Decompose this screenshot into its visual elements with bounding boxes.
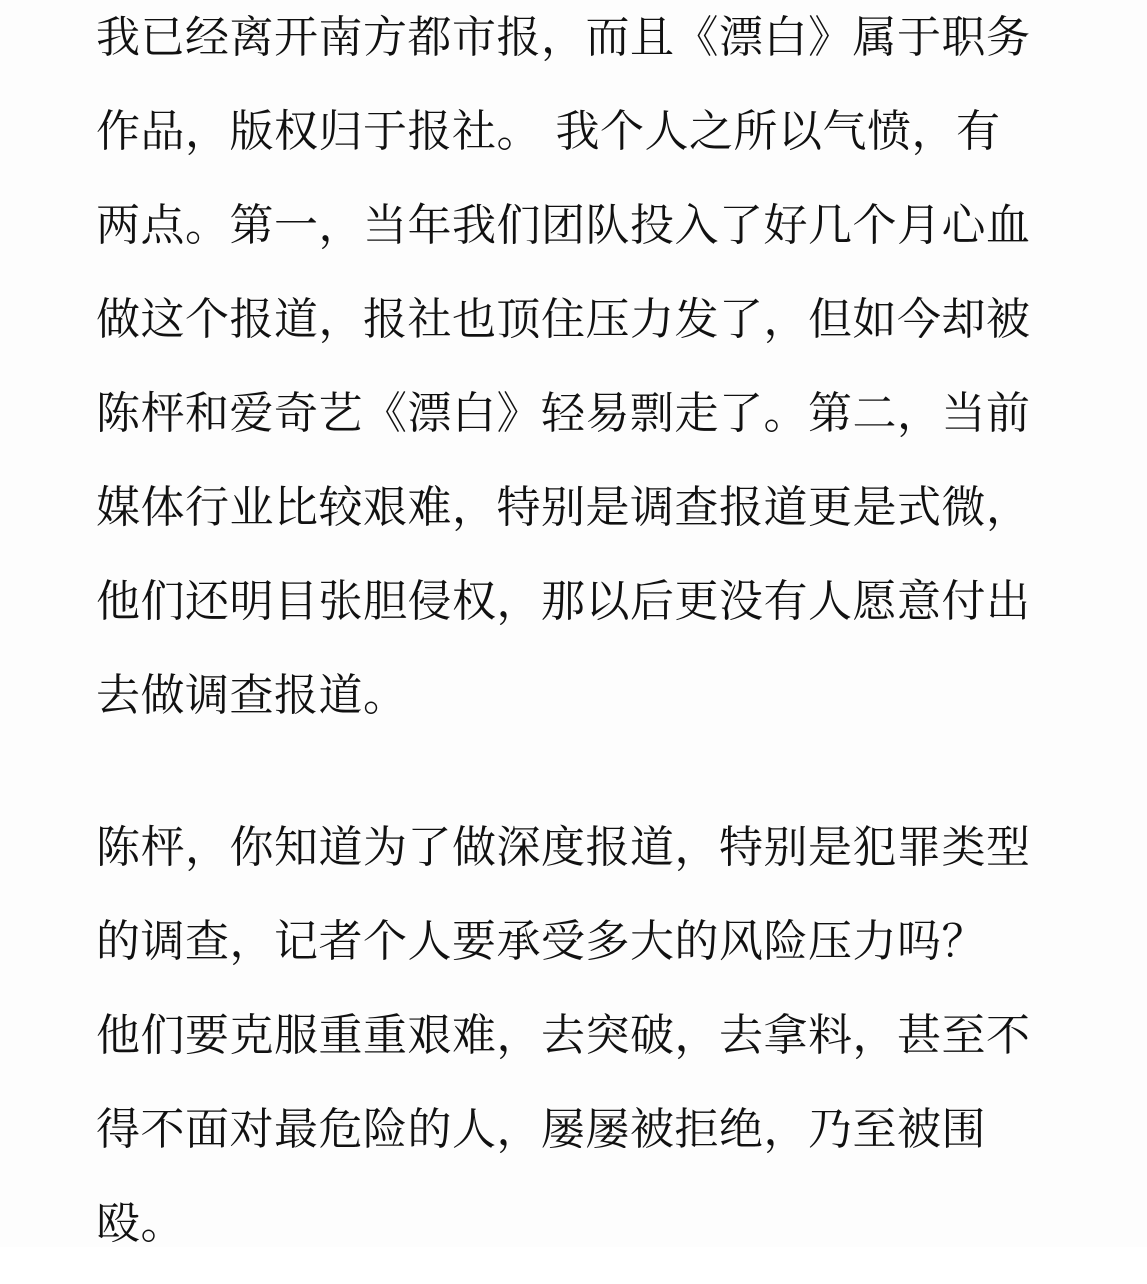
text-line: 媒体行业比较艰难，特别是调查报道更是式微， — [96, 482, 1031, 533]
text-line: 做这个报道，报社也顶住压力发了，但如今却被 — [96, 294, 1031, 345]
text-line: 他们还明目张胆侵权，那以后更没有人愿意付出 — [96, 576, 1031, 627]
text-line: 陈枰，你知道为了做深度报道，特别是犯罪类型 — [96, 822, 1031, 873]
text-line: 的调查，记者个人要承受多大的风险压力吗？ — [96, 916, 986, 967]
text-line: 作品，版权归于报社。 我个人之所以气愤，有 — [96, 106, 1001, 157]
text-line: 两点。第一，当年我们团队投入了好几个月心血 — [96, 200, 1031, 251]
text-line: 去做调查报道。 — [96, 670, 408, 721]
paragraph-2 — [96, 814, 1096, 1284]
text-line: 陈枰和爱奇艺《漂白》轻易剽走了。第二，当前 — [96, 388, 1031, 439]
text-line: 我已经离开南方都市报，而且《漂白》属于职务 — [96, 12, 1031, 63]
text-line: 他们要克服重重艰难，去突破，去拿料，甚至不 — [96, 1010, 1031, 1061]
paragraph-1 — [96, 4, 1096, 756]
text-line: 得不面对最危险的人，屡屡被拒绝，乃至被围 — [96, 1104, 986, 1155]
text-line: 殴。 — [96, 1198, 185, 1249]
